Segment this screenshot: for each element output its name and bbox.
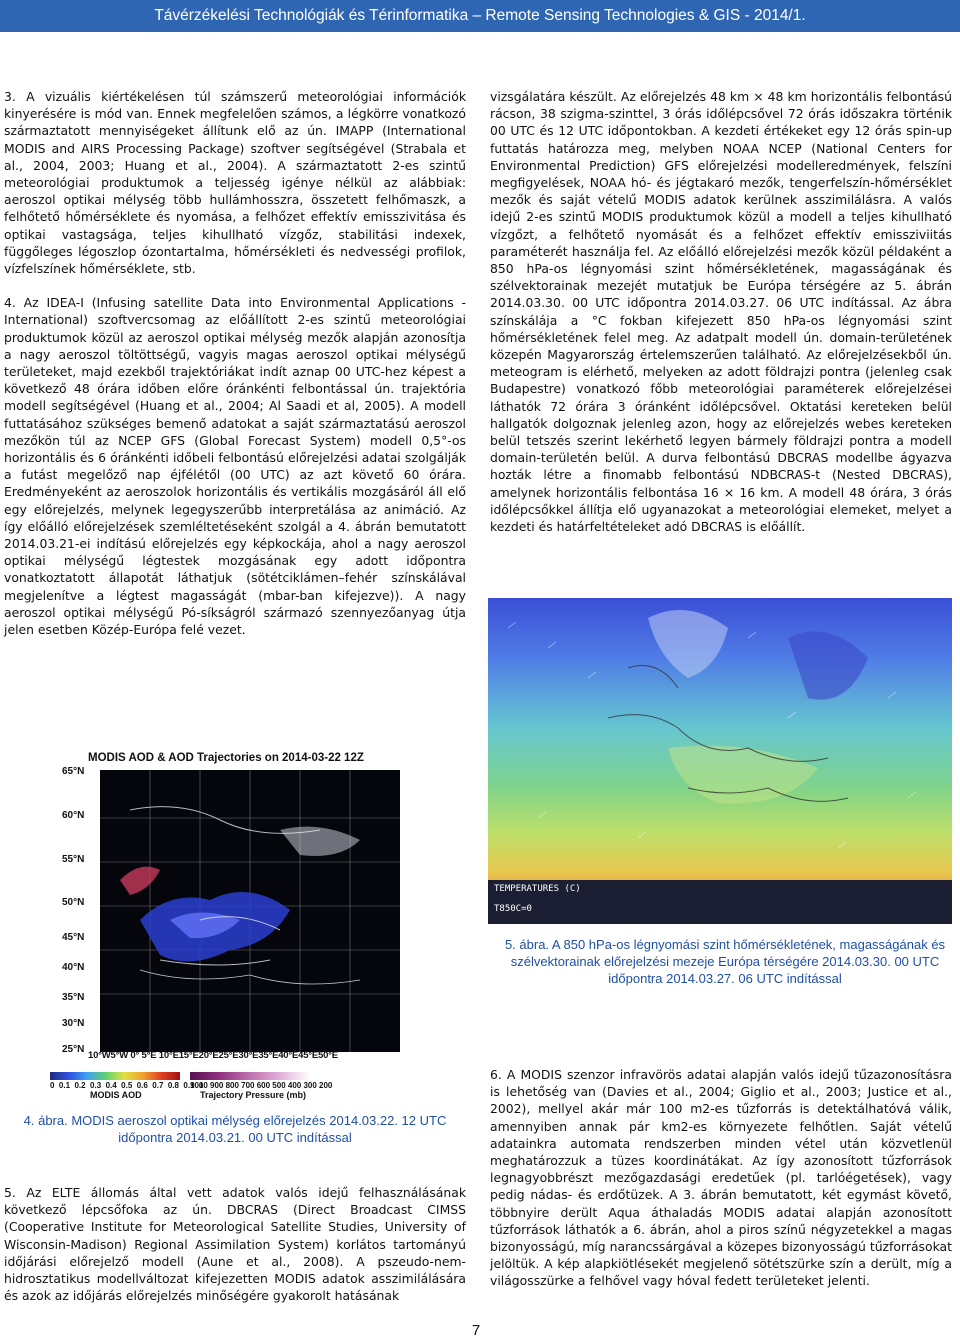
bottom-left-text (4, 1184, 466, 1304)
aod-colorbar-ticks: 0 0.1 0.2 0.3 0.4 0.5 0.6 0.7 0.8 0.9 1 (50, 1081, 204, 1090)
pressure-colorbar (190, 1072, 310, 1080)
right-column (490, 88, 952, 552)
page-number: 7 (471, 1322, 481, 1339)
lat-label: 60°N (62, 810, 85, 821)
figure-5 (488, 598, 952, 924)
temperature-map-graphic (488, 598, 952, 880)
legend-title: TEMPERATURES (C) (494, 884, 581, 894)
pressure-colorbar-label: Trajectory Pressure (mb) (200, 1090, 307, 1100)
figure-5-legend-bar (488, 880, 952, 924)
pressure-colorbar-ticks: 1000 900 800 700 600 500 400 300 200 (190, 1081, 333, 1090)
lat-label: 55°N (62, 854, 85, 865)
paragraph-4: 4. Az IDEA-I (Infusing satellite Data into Environmental Applications - International) szoftvercsomag az előállított 2-es szintű meteorológiai produktumok közül az aeroszol optikai mélység mezők alapján azonosítja a nagy aeroszol töltöttségű, vagyis magas aeroszol optikai mélységű területeket, majd ezekből trajektóriákat indít aznap 00 UTC-hez képest a következő 48 órára időben előre óránkénti felbontással ún. trajektória modell segítségével (Huang et al., 2004; Al Saadi et al, 2005). A modell futtatásához szükséges bemenő adatokat a saját származtatású aeroszol mezőkön túl az NCEP GFS (Global Forecast System) modell 0,5°-os horizontális és 6 óránkénti időbeli felbontású előrejelzési adatai szolgálják a futást megelőző nap éjfélétől (00 UTC) az azt követő 60 órára. Eredményeként az aeroszolok horizontális és vertikális mozgásáról áll elő egy előrejelzés, melynek legegyszerűbb interpretálása az animáció. Az így előálló előrejelzések szemléltetéseként szolgál a 4. ábrán bemutatott 2014.03.21-ei indítású előrejelzés egy képkockája, ahol a nagy aeroszol optikai mélységű légtestek mozgásának egy adott időpontra vonatkoztatott állapotát láthatjuk (sötétciklámen–fehér színskálával megjelenítve a légtest magasságát (mbar-ban kifejezve)). A nagy aeroszol optikai mélységű Pó-síkságról származó szennyezőanyag útja jelen esetben Közép-Európa felé vezet. (4, 295, 466, 638)
lat-label: 50°N (62, 897, 85, 908)
bottom-right-text (490, 1066, 952, 1290)
lat-label: 40°N (62, 962, 85, 973)
left-column (4, 88, 466, 655)
lat-label: 30°N (62, 1018, 85, 1029)
page-header: Távérzékelési Technológiák és Térinformatika – Remote Sensing Technologies & GIS - 2014/1. (0, 0, 960, 32)
figure-4-caption: 4. ábra. MODIS aeroszol optikai mélység előrejelzés 2014.03.22. 12 UTC időpontra 2014.03.21. 00 UTC indítással (23, 1113, 447, 1145)
lat-label: 45°N (62, 932, 85, 943)
figure-5-caption: 5. ábra. A 850 hPa-os légnyomási szint hőmérsékletének, magasságának és szélvektorainak előrejelzési mezeje Európa térségére 2014.03.30. 00 UTC időpontra 2014.03.27. 06 UTC indítással (504, 937, 946, 986)
aod-colorbar-label: MODIS AOD (90, 1090, 142, 1100)
lat-label: 25°N (62, 1044, 85, 1055)
paragraph-3: 3. A vizuális kiértékelésen túl számszerű meteorológiai információk kinyerésére is mód van. Ennek megfelelően számos, a légkörre vonatkozó származtatott mennyiségeket állítunk elő az ún. IMAPP (International MODIS and AIRS Processing Package) szoftver segítségével (Strabala et al., 2004, 2003; Huang et al., 2004). A származtatott 2-es szintű meteorológiai produktumok a teljesség igénye nélkül az alábbiak: aeroszol optikai mélység több hullámhosszra, összetett felhőmaszk, a felhőtető hőmérséklete és nyomása, a felhőzet effektív emisszivitása és optikai vastagsága, teljes kihullható vízgőz, stabilitási indexek, függőleges légoszlop ózontartalma, hőmérsékleti és nedvességi profilok, vízfelszínek hőmérséklete, stb. (4, 89, 466, 277)
paragraph-6: 6. A MODIS szenzor infravörös adatai alapján valós idejű tűzazonosításra is lehetőség van (Davies et al., 2004; Giglio et al., 2003; Justice et al., 2002), mellyel akár már 100 m2-es tűzforrás is detektálhatóvá válik, amennyiben annak pár km2-es környezete felhőtlen. Saját vételű adatainkra automata rendszerben minden vétel után közvetlenül meghatározzuk a tüzes koordinátákat. Az így azonosított tűzforrások legnagyobbrészt mezőgazdasági eredetűek (pl. tarlóégetések), vagy pedig nádas- és erdőtüzek. A 3. ábrán bemutatott, két egymást követő, többnyire derült Aqua áthaladás MODIS adatai alapján azonosított tűzforrások láthatók a 6. ábrán, ahol a piros színű négyzetekkel a magas bizonyosságú, míg narancssárgával a közepes bizonyosságú tűzforrásokat jelöltük. A kép alapkiötlésekét megjelenő sötétszürke szín a derült, míg a világosszürke a felhővel vagy hóval fedett területeket jelenti. (490, 1067, 952, 1289)
paragraph-dbcras-continued: vizsgálatára készült. Az előrejelzés 48 km × 48 km horizontális felbontású rácson, 38 szigma-szinttel, 3 órás időlépcsővel 72 órás időszakra történik 00 UTC és 12 UTC időpontokban. A kezdeti értékeket egy 12 órás spin-up futtatás határozza meg, melyben NOAA NCEP (National Centers for Environmental Prediction) GFS előrejelzési modelleredmények, felszíni megfigyelések, NOAA hó- és jégtakaró mezők, tengerfelszín-hőmérséklet mezők és saját vételű MODIS adatok kerülnek asszimilálásra. A valós idejű 2-es szintű MODIS produktumok közül a modell a teljes kihullható vízgőzt, a felhőtető nyomását és a felhőzet effektív emissziviitás paraméterét használja fel. Az előálló előrejelzési mezők közül példaként a 850 hPa-os légnyomási szint hőmérsékletének, magasságának és szélvektorainak mezejét mutatjuk be Európa térségére az 5. ábrán 2014.03.30. 00 UTC időpontra 2014.03.27. 06 UTC indítással. Az ábra színskálája a °C fokban kifejezett 850 hPa-os légnyomási szint hőmérsékletének felel meg. Az adatpalt modell ún. domain-területének közepén Magyarország értelemszerűen található. Az előrejelzésekből ún. meteogram is elérhető, melyeken az adott földrajzi pontra (jelenleg csak Budapestre) vonatkozó főbb meteorológiai paraméterek előrejelzései láthatók 72 órára 3 óránként időlépcsővel. Oktatási kereteken belül hallgatók dolgoznak jelenleg azon, hogy az előrejelzés webes kereteken belül tetszés szerint lekérhető legyen bármely földrajzi pontra a modell domain-területén belül. A durva felbontású DBCRAS modellbe ágyazva hozták létre a finomabb felbontású NDBCRAS-t (Nested DBCRAS), amelynek horizontális felbontása 16 × 16 km. A modell 48 órára, 3 órás időlépcsőkkel állítja elő ugyanazokat a meteorológiai elemeket, melyet a kezdeti és határfeltételeket adó DBCRAS is előállít. (490, 89, 952, 535)
lat-label: 35°N (62, 992, 85, 1003)
aod-map (100, 770, 400, 1052)
paragraph-5: 5. Az ELTE állomás által vett adatok valós idejű felhasználásának következő lépcsőfoka az ún. DBCRAS (Direct Broadcast CIMSS (Cooperative Institute for Meteorological Satellite Studies, University of Wisconsin-Madison) Regional Assimilation System) korlátos tartományú időjárási előrejelző modell (Aune et al., 2008). A pszeudo-nem-hidrosztatikus modellváltozat kifejezetten MODIS adatok asszimilálására és azok az időjárás előrejelzés minőségére gyakorolt hatásának (4, 1185, 466, 1304)
figure-4-title: MODIS AOD & AOD Trajectories on 2014-03-22 12Z (88, 752, 364, 764)
aod-map-graphic (100, 770, 400, 1052)
aod-colorbar (50, 1072, 180, 1080)
lon-labels: 10°W5°W 0° 5°E 10°E15°E20°E25°E30°E35°E40°E45°E50°E (88, 1050, 338, 1061)
lat-label: 65°N (62, 766, 85, 777)
legend-label: T850C=0 (494, 904, 532, 914)
figure-4 (50, 752, 405, 1100)
